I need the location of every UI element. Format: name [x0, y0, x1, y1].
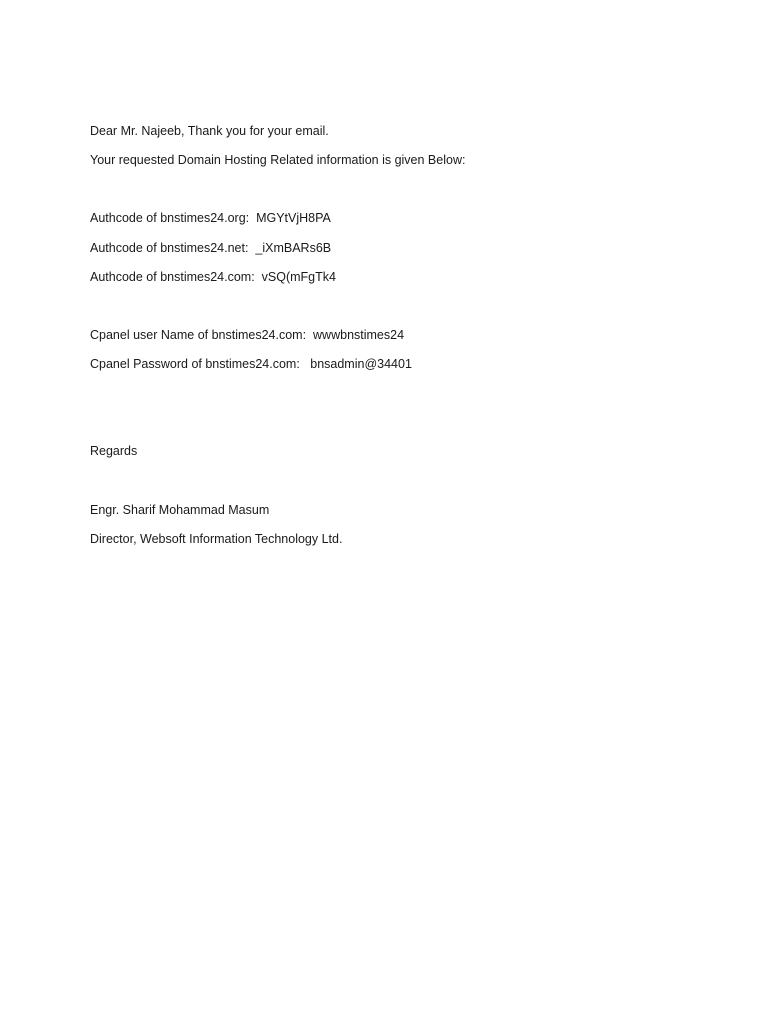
greeting-line: Dear Mr. Najeeb, Thank you for your email.: [90, 124, 329, 138]
authcode-org-label: Authcode of bnstimes24.org:: [90, 211, 250, 225]
authcode-com-value: vSQ(mFgTk4: [261, 270, 336, 284]
signer-name: Engr. Sharif Mohammad Masum: [90, 503, 270, 517]
cpanel-password-value: bnsadmin@34401: [310, 357, 412, 371]
cpanel-username-line: [90, 327, 404, 343]
closing-line: Regards: [90, 444, 138, 458]
authcode-org-value: MGYtVjH8PA: [256, 211, 331, 225]
cpanel-password-line: [90, 356, 412, 372]
authcode-com-line: [90, 269, 336, 285]
cpanel-password-label: Cpanel Password of bnstimes24.com:: [90, 357, 300, 371]
intro-line: Your requested Domain Hosting Related information is given Below:: [90, 153, 466, 167]
authcode-org-line: [90, 210, 331, 226]
cpanel-username-value: wwwbnstimes24: [313, 328, 405, 342]
authcode-com-label: Authcode of bnstimes24.com:: [90, 270, 255, 284]
authcode-net-line: [90, 240, 331, 256]
signer-title: Director, Websoft Information Technology Ltd.: [90, 532, 343, 546]
cpanel-username-label: Cpanel user Name of bnstimes24.com:: [90, 328, 307, 342]
authcode-net-value: _iXmBARs6B: [255, 241, 332, 255]
authcode-net-label: Authcode of bnstimes24.net:: [90, 241, 249, 255]
